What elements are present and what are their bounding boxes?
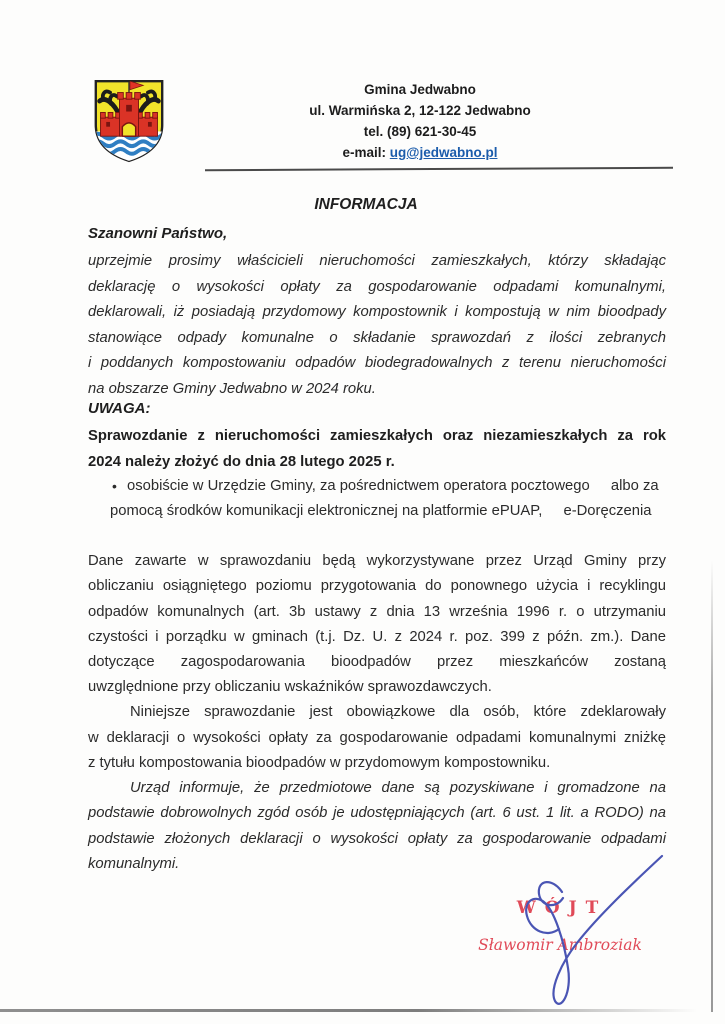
paragraph-line: stanowiące odpady komunalne o składanie sprawozdań z ilości zebranych: [88, 329, 666, 346]
header-separator: [205, 167, 673, 171]
paragraph-line: obliczaniu osiągniętego poziomu przygotowania do ponownego użycia i recyklingu: [88, 578, 666, 595]
paragraph-line: 2024 należy złożyć do dnia 28 lutego 2025 r.: [88, 453, 395, 470]
org-email-line: [240, 142, 600, 163]
paragraph-line: dotyczące zagospodarowania bioodpadów przez mieszkańców zostaną: [88, 654, 666, 671]
bullet-marker-icon: •: [112, 478, 117, 494]
page-bottom-edge: [0, 1009, 697, 1012]
paragraph-line: osobiście w Urzędzie Gminy, za pośrednictwem operatora pocztowego: [127, 478, 590, 494]
paragraph-intro: [88, 249, 666, 403]
uwaga-label: UWAGA:: [88, 400, 151, 417]
paragraph-line: uprzejmie prosimy właścicieli nieruchomości zamieszkałych, którzy składając: [88, 253, 666, 269]
paragraph-line: czystości i porządku w gminach (t.j. Dz. U. z 2024 r. poz. 399 z późn. zm.). Dane: [88, 628, 666, 645]
email-link[interactable]: ug@jedwabno.pl: [389, 145, 498, 160]
paragraph-line: deklarację o wysokości opłaty za gospodarowanie odpadami komunalnymi,: [88, 278, 666, 295]
paragraph-data-use: [88, 549, 666, 701]
paragraph-line: Urząd informuje, że przedmiotowe dane są pozyskiwane i gromadzone na: [130, 780, 666, 796]
paragraph-deadline: [88, 424, 666, 475]
paragraph-line: komunalnymi.: [88, 856, 180, 873]
signature-role: WÓJT: [516, 898, 608, 918]
salutation: Szanowni Państwo,: [88, 225, 228, 242]
paragraph-line: Dane zawarte w sprawozdaniu będą wykorzystywane przez Urząd Gminy przy: [88, 553, 666, 569]
paragraph-line: w deklaracji o wysokości opłaty za gospodarowanie odpadami komunalnymi zniżkę: [88, 729, 666, 746]
document-title: INFORMACJA: [314, 196, 418, 213]
org-address: ul. Warmińska 2, 12-122 Jedwabno: [309, 103, 531, 118]
paragraph-line: uwzględnione przy obliczaniu wskaźników sprawozdawczych.: [88, 679, 492, 696]
bullet-item: [110, 474, 666, 524]
org-name: Gmina Jedwabno: [364, 82, 476, 97]
paragraph-line: i poddanych kompostowaniu odpadów biodegradowalnych z terenu nieruchomości: [88, 355, 666, 372]
paragraph-line: podstawie dobrowolnych zgód osób je udostępniających (art. 6 ust. 1 lit. a RODO) na: [88, 805, 666, 822]
signature-name: Sławomir Ambroziak: [478, 936, 642, 954]
paragraph-line: e-Doręczenia: [563, 503, 652, 520]
paragraph-line: podstawie złożonych deklaracji o wysokości opłaty za gospodarowanie odpadami: [88, 830, 666, 847]
handwritten-signature-icon: [492, 850, 677, 1020]
paragraph-line: albo za pomocą środków komunikacji elektronicznej na platformie ePUAP,: [110, 478, 659, 520]
paragraph-line: odpadów komunalnych (art. 3b ustawy z dnia 13 września 1996 r. o utrzymaniu: [88, 603, 666, 620]
paragraph-line: deklarowali, iż posiadają przydomowy kompostownik i kompostują w nim bioodpady: [88, 304, 666, 321]
gmina-jedwabno-coat-of-arms-icon: [92, 76, 166, 166]
page-right-edge: [711, 560, 713, 1012]
paragraph-line: z tytułu kompostowania bioodpadów w przydomowym kompostowniku.: [88, 755, 551, 771]
email-label: e-mail:: [342, 145, 390, 160]
org-phone: tel. (89) 621-30-45: [363, 124, 477, 139]
paragraph-line: Sprawozdanie z nieruchomości zamieszkałych oraz niezamieszkałych za rok: [88, 428, 666, 444]
letterhead: [240, 79, 600, 163]
paragraph-obligation: [88, 700, 666, 777]
paragraph-line: na obszarze Gminy Jedwabno w 2024 roku.: [88, 380, 376, 397]
paragraph-line: Niniejsze sprawozdanie jest obowiązkowe dla osób, które zdeklarowały: [130, 704, 666, 720]
